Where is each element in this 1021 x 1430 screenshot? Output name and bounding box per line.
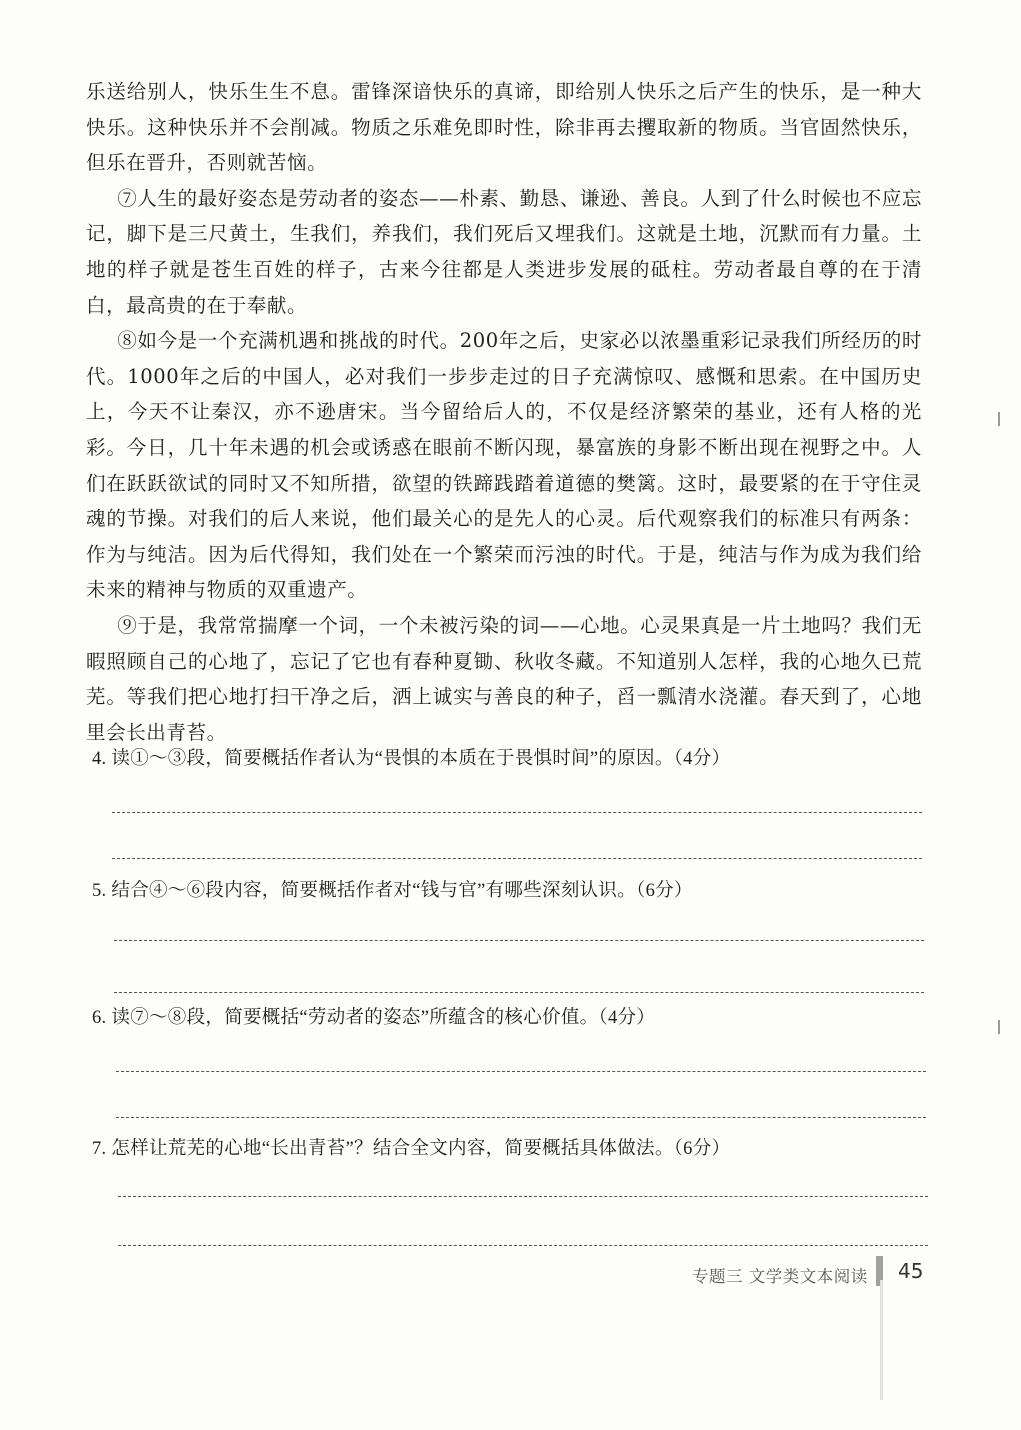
scan-edge-mark (998, 1020, 1000, 1034)
answer-line-q7-2[interactable] (118, 1245, 928, 1246)
question-6: 6. 读⑦～⑧段，简要概括“劳动者的姿态”所蕴含的核心价值。（4分） (92, 1008, 656, 1028)
answer-line-q5-2[interactable] (114, 992, 924, 993)
paragraph-8: ⑧如今是一个充满机遇和挑战的时代。200年之后，史家必以浓墨重彩记录我们所经历的时代。1000年之后的中国人，必对我们一步步走过的日子充满惊叹、感慨和思索。在中国历史上，今天不让秦汉，亦不逊唐宋。当今留给后人的，不仅是经济繁荣的基业，还有人格的光彩。今日，几十年未遇的机会或诱惑在眼前不断闪现，暴富族的身影不断出现在视野之中。人们在跃跃欲试的同时又不知所措，欲望的铁蹄践踏着道德的樊篱。这时，最要紧的在于守住灵魂的节操。对我们的后人来说，他们最关心的是先人的心灵。后代观察我们的标准只有两条：作为与纯洁。因为后代得知，我们处在一个繁荣而污浊的时代。于是，纯洁与作为成为我们给未来的精神与物质的双重遗产。 (86, 329, 922, 602)
paragraph-7: ⑦人生的最好姿态是劳动者的姿态——朴素、勤恳、谦逊、善良。人到了什么时候也不应忘记，脚下是三尺黄土，生我们，养我们，我们死后又埋我们。这就是土地，沉默而有力量。土地的样子就是苍生百姓的样子，古来今往都是人类进步发展的砥柱。劳动者最自尊的在于清白，最高贵的在于奉献。 (86, 186, 922, 317)
answer-line-q5-1[interactable] (114, 940, 924, 941)
footer-shadow-bar (880, 1280, 883, 1400)
question-5: 5. 结合④～⑥段内容，简要概括作者对“钱与官”有哪些深刻认识。（6分） (92, 881, 693, 901)
answer-line-q4-2[interactable] (112, 858, 922, 859)
reading-passage (86, 74, 922, 750)
answer-line-q4-1[interactable] (112, 812, 922, 813)
scan-edge-mark (998, 412, 1000, 426)
paragraph-9: ⑨于是，我常常揣摩一个词，一个未被污染的词——心地。心灵果真是一片土地吗？我们无暇照顾自己的心地了，忘记了它也有春种夏锄、秋收冬藏。不知道别人怎样，我的心地久已荒芜。等我们把心地打扫干净之后，洒上诚实与善良的种子，舀一瓢清水浇灌。春天到了，心地里会长出青苔。 (86, 613, 922, 744)
question-4: 4. 读①～③段，简要概括作者认为“畏惧的本质在于畏惧时间”的原因。（4分） (92, 749, 731, 769)
footer-section-label: 专题三 文学类文本阅读 (692, 1267, 868, 1286)
question-7: 7. 怎样让荒芜的心地“长出青苔”？结合全文内容，简要概括具体做法。（6分） (92, 1139, 731, 1159)
answer-line-q6-1[interactable] (116, 1071, 926, 1072)
answer-line-q6-2[interactable] (116, 1117, 926, 1118)
paragraph-6-continued: 乐送给别人，快乐生生不息。雷锋深谙快乐的真谛，即给别人快乐之后产生的快乐，是一种大快乐。这种快乐并不会削减。物质之乐难免即时性，除非再去攫取新的物质。当官固然快乐，但乐在晋升，否则就苦恼。 (86, 80, 922, 175)
page-number: 45 (898, 1259, 924, 1283)
answer-line-q7-1[interactable] (118, 1196, 928, 1197)
